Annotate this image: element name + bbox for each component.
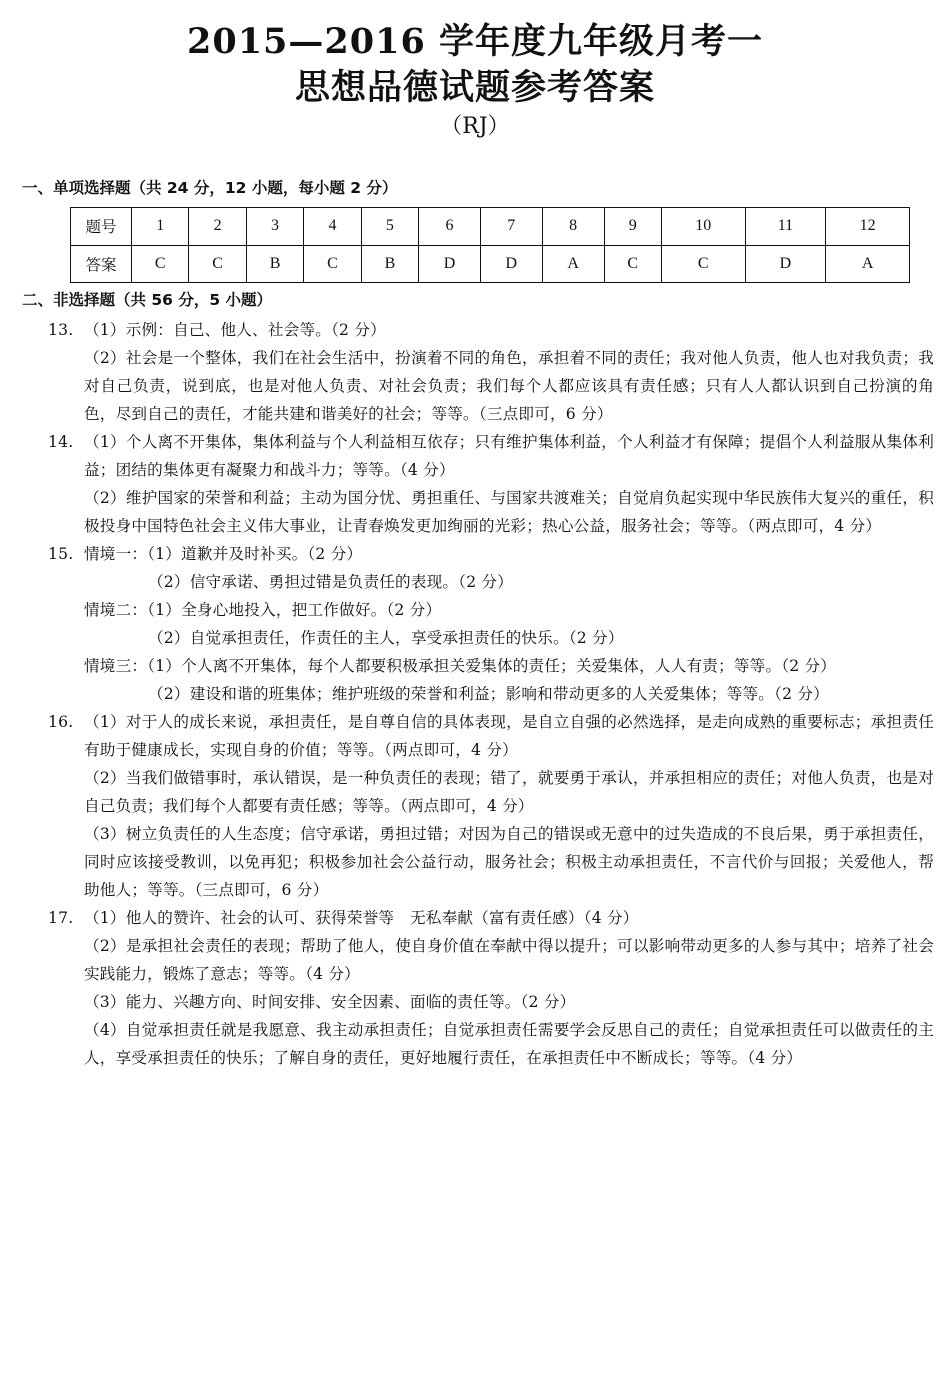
answer-cell: B bbox=[246, 245, 303, 283]
edition-label: （RJ） bbox=[440, 114, 510, 139]
question-16 bbox=[48, 708, 934, 904]
answer-paragraph: （1）示例：自己、他人、社会等。（2 分） bbox=[84, 321, 386, 339]
answer-paragraph: （2）维护国家的荣誉和利益；主动为国分忧、勇担重任、与国家共渡难关；自觉肩负起实现中华民族伟大复兴的重任，积极投身中国特色社会主义伟大事业，让青春焕发更加绚丽的光彩；热心公益，服务社会；等等。（两点即可，4 分） bbox=[84, 489, 934, 535]
scenario-2-part-2: （2）自觉承担责任，作责任的主人，享受承担责任的快乐。（2 分） bbox=[148, 629, 624, 647]
question-number-cell: 12 bbox=[826, 208, 910, 246]
answer-table bbox=[70, 207, 910, 283]
answer-cell: D bbox=[480, 245, 542, 283]
answer-paragraph: （1）个人离不开集体，集体利益与个人利益相互依存；只有维护集体利益，个人利益才有保障；提倡个人利益服从集体利益；团结的集体更有凝聚力和战斗力；等等。（4 分） bbox=[84, 433, 934, 479]
answer-cell: C bbox=[304, 245, 361, 283]
answer-paragraph: （2）当我们做错事时，承认错误，是一种负责任的表现；错了，就要勇于承认，并承担相应的责任；对他人负责，也是对自己负责；我们每个人都要有责任感；等等。（两点即可，4 分） bbox=[84, 769, 934, 815]
question-number: 14. bbox=[48, 433, 74, 451]
scenario-1-part-1: 情境一：（1）道歉并及时补买。（2 分） bbox=[84, 545, 363, 563]
section2-heading: 二、非选择题（共 56 分，5 小题） bbox=[22, 291, 273, 309]
scenario-3-part-2: （2）建设和谐的班集体；维护班级的荣誉和利益；影响和带动更多的人关爱集体；等等。（2 分） bbox=[148, 685, 829, 703]
answer-list bbox=[48, 316, 934, 1072]
answer-paragraph: （3）能力、兴趣方向、时间安排、安全因素、面临的责任等。（2 分） bbox=[84, 993, 576, 1011]
answer-cell: C bbox=[132, 245, 189, 283]
question-17 bbox=[48, 904, 934, 1072]
answer-cell: D bbox=[745, 245, 826, 283]
scenario-2-part-1: 情境二：（1）全身心地投入，把工作做好。（2 分） bbox=[84, 601, 442, 619]
question-14 bbox=[48, 428, 934, 540]
answer-cell: C bbox=[189, 245, 246, 283]
question-number-cell: 11 bbox=[745, 208, 826, 246]
document-subtitle: 思想品德试题参考答案 bbox=[294, 67, 655, 108]
question-number: 16. bbox=[48, 713, 74, 731]
question-number-cell: 1 bbox=[132, 208, 189, 246]
question-number-cell: 2 bbox=[189, 208, 246, 246]
answer-cell: B bbox=[361, 245, 418, 283]
answer-paragraph: （1）他人的赞许、社会的认可、获得荣誉等 无私奉献（富有责任感）（4 分） bbox=[84, 909, 639, 927]
question-number-cell: 4 bbox=[304, 208, 361, 246]
answer-table-answer-row bbox=[71, 245, 910, 283]
answer-table-number-row bbox=[71, 208, 910, 246]
answer-cell: C bbox=[661, 245, 745, 283]
question-number: 17. bbox=[48, 909, 74, 927]
scenario-1-part-2: （2）信守承诺、勇担过错是负责任的表现。（2 分） bbox=[148, 573, 514, 591]
answer-paragraph: （1）对于人的成长来说，承担责任，是自尊自信的具体表现，是自立自强的必然选择，是走向成熟的重要标志；承担责任有助于健康成长，实现自身的价值；等等。（两点即可，4 分） bbox=[84, 713, 934, 759]
answer-paragraph: （3）树立负责任的人生态度；信守承诺，勇担过错；对因为自己的错误或无意中的过失造成的不良后果，勇于承担责任，同时应该接受教训，以免再犯；积极参加社会公益行动，服务社会；积极主动承担责任，不言代价与回报；关爱他人，帮助他人；等等。（三点即可，6 分） bbox=[84, 825, 934, 899]
row-label-answer: 答案 bbox=[71, 245, 132, 283]
answer-cell: A bbox=[542, 245, 604, 283]
question-number-cell: 3 bbox=[246, 208, 303, 246]
answer-paragraph: （2）社会是一个整体，我们在社会生活中，扮演着不同的角色，承担着不同的责任；我对他人负责，他人也对我负责；我对自己负责，说到底，也是对他人负责、对社会负责；我们每个人都应该具有责任感；只有人人都认识到自己扮演的角色，尽到自己的责任，才能共建和谐美好的社会；等等。（三点即可，6 分） bbox=[84, 349, 934, 423]
answer-cell: A bbox=[826, 245, 910, 283]
question-15 bbox=[48, 540, 934, 708]
question-number-cell: 9 bbox=[604, 208, 661, 246]
question-number: 15. bbox=[48, 545, 74, 563]
question-number-cell: 10 bbox=[661, 208, 745, 246]
answer-cell: D bbox=[419, 245, 481, 283]
question-number-cell: 7 bbox=[480, 208, 542, 246]
question-number-cell: 5 bbox=[361, 208, 418, 246]
question-number-cell: 6 bbox=[419, 208, 481, 246]
document-title: 2015—2016 学年度九年级月考一 bbox=[186, 21, 763, 62]
scenario-3-part-1: 情境三：（1）个人离不开集体，每个人都要积极承担关爱集体的责任；关爱集体，人人有责；等等。（2 分） bbox=[84, 657, 837, 675]
answer-cell: C bbox=[604, 245, 661, 283]
section1-heading: 一、单项选择题（共 24 分，12 小题，每小题 2 分） bbox=[22, 179, 398, 197]
question-13 bbox=[48, 316, 934, 428]
row-label-number: 题号 bbox=[71, 208, 132, 246]
answer-paragraph: （4）自觉承担责任就是我愿意、我主动承担责任；自觉承担责任需要学会反思自己的责任；自觉承担责任可以做责任的主人，享受承担责任的快乐；了解自身的责任，更好地履行责任，在承担责任中不断成长；等等。（4 分） bbox=[84, 1021, 934, 1067]
question-number: 13. bbox=[48, 321, 74, 339]
question-number-cell: 8 bbox=[542, 208, 604, 246]
answer-paragraph: （2）是承担社会责任的表现；帮助了他人，使自身价值在奉献中得以提升；可以影响带动更多的人参与其中；培养了社会实践能力，锻炼了意志；等等。（4 分） bbox=[84, 937, 934, 983]
